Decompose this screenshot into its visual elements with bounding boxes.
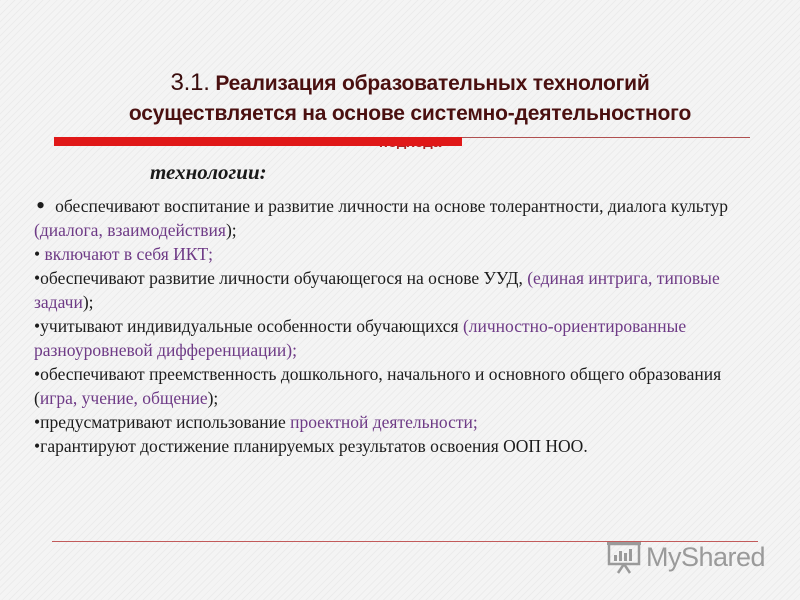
list-item — [34, 266, 754, 314]
bullet-text: гарантируют достижение планируемых результатов освоения ООП НОО. — [40, 436, 588, 456]
bullet-marker: • — [36, 191, 46, 220]
list-item — [34, 314, 754, 362]
bullet-marker: • — [34, 244, 41, 264]
presentation-board-icon — [606, 539, 642, 575]
divider-top — [462, 137, 750, 138]
list-item — [34, 434, 754, 458]
bullet-highlight: (диалога, взаимодействия — [34, 220, 226, 240]
bullet-highlight: (личностно-ориентированные разноуровневой дифференциации); — [34, 316, 687, 360]
bullet-highlight: проектной деятельности; — [290, 412, 478, 432]
logo-text: MyShared — [646, 541, 766, 572]
list-item — [34, 410, 754, 434]
bullet-marker: • — [34, 364, 41, 384]
title-line-1: Реализация образовательных технологий — [215, 72, 650, 95]
bullet-marker: • — [34, 436, 41, 456]
bullet-highlight: игра, учение, общение — [39, 388, 208, 408]
bullet-text: обеспечивают развитие личности обучающегося на основе УУД, — [40, 268, 528, 288]
slide-title — [80, 68, 740, 129]
bullet-text: обеспечивают преемственность дошкольного, начального и основного общего образования ( — [34, 364, 722, 408]
bullet-marker: • — [34, 316, 41, 336]
bullet-text: обеспечивают воспитание и развитие личности на основе толерантности, диалога культур — [55, 196, 729, 216]
subtitle: технологии: — [150, 160, 267, 184]
bullet-tail: ); — [225, 220, 237, 240]
bullet-marker: • — [34, 268, 41, 288]
bullet-text: предусматривают использование — [40, 412, 291, 432]
title-line-2: осуществляется на основе системно-деятельностного — [128, 102, 692, 125]
bullet-highlight: (единая интрига, типовые задачи — [34, 268, 720, 312]
myshared-logo[interactable] — [606, 537, 765, 577]
accent-bar — [54, 137, 462, 146]
bullet-tail: ); — [207, 388, 219, 408]
bullet-tail: ); — [82, 292, 94, 312]
title-number: 3.1. — [170, 69, 210, 96]
list-item — [34, 242, 754, 266]
list-item — [34, 362, 754, 410]
list-item — [34, 191, 754, 242]
bullet-highlight: включают в себя ИКТ; — [44, 244, 213, 264]
bullet-marker: • — [34, 412, 41, 432]
bullet-text: учитывают индивидуальные особенности обучающихся — [40, 316, 463, 336]
bullet-list — [34, 191, 754, 458]
